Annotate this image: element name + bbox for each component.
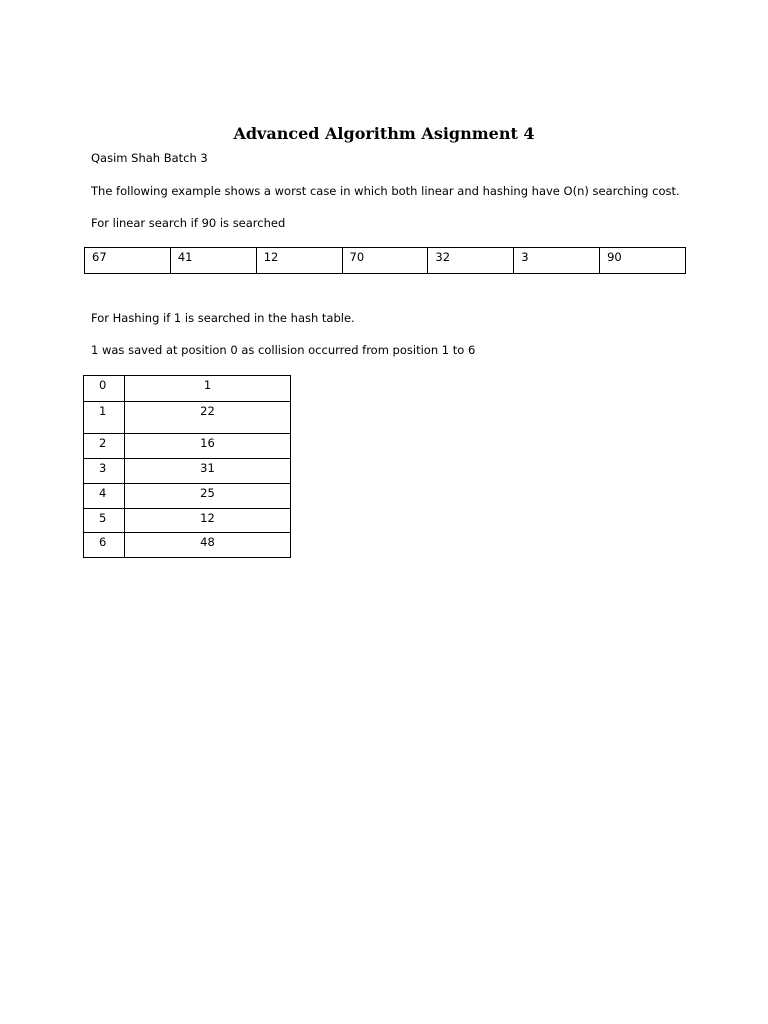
hash-index-cell: 5 xyxy=(84,509,125,533)
hash-table xyxy=(83,375,291,558)
hash-value-cell: 12 xyxy=(125,509,291,533)
hashing-caption: For Hashing if 1 is searched in the hash table. xyxy=(91,311,355,325)
table-row xyxy=(84,376,291,402)
hash-value-cell: 48 xyxy=(125,533,291,558)
hash-index-cell: 4 xyxy=(84,484,125,509)
table-row xyxy=(84,484,291,509)
table-row xyxy=(84,459,291,484)
linear-cell: 67 xyxy=(85,248,171,274)
linear-cell: 90 xyxy=(600,248,686,274)
linear-search-caption: For linear search if 90 is searched xyxy=(91,216,286,230)
hash-index-cell: 2 xyxy=(84,434,125,459)
hash-value-cell: 22 xyxy=(125,402,291,434)
table-row xyxy=(84,509,291,533)
hashing-note: 1 was saved at position 0 as collision occurred from position 1 to 6 xyxy=(91,343,476,357)
hash-index-cell: 0 xyxy=(84,376,125,402)
linear-search-table xyxy=(84,247,686,274)
hash-index-cell: 6 xyxy=(84,533,125,558)
linear-cell: 3 xyxy=(514,248,600,274)
linear-cell: 70 xyxy=(342,248,428,274)
hash-value-cell: 31 xyxy=(125,459,291,484)
linear-cell: 12 xyxy=(256,248,342,274)
document-title: Advanced Algorithm Asignment 4 xyxy=(233,124,535,143)
hash-index-cell: 3 xyxy=(84,459,125,484)
table-row xyxy=(84,434,291,459)
hash-index-cell: 1 xyxy=(84,402,125,434)
hash-value-cell: 25 xyxy=(125,484,291,509)
table-row xyxy=(84,402,291,434)
linear-cell: 41 xyxy=(170,248,256,274)
table-row xyxy=(84,533,291,558)
hash-value-cell: 1 xyxy=(125,376,291,402)
table-row xyxy=(85,248,686,274)
hash-value-cell: 16 xyxy=(125,434,291,459)
intro-paragraph: The following example shows a worst case in which both linear and hashing have O(n) searching cost. xyxy=(91,184,680,198)
author-line: Qasim Shah Batch 3 xyxy=(91,151,208,165)
linear-cell: 32 xyxy=(428,248,514,274)
